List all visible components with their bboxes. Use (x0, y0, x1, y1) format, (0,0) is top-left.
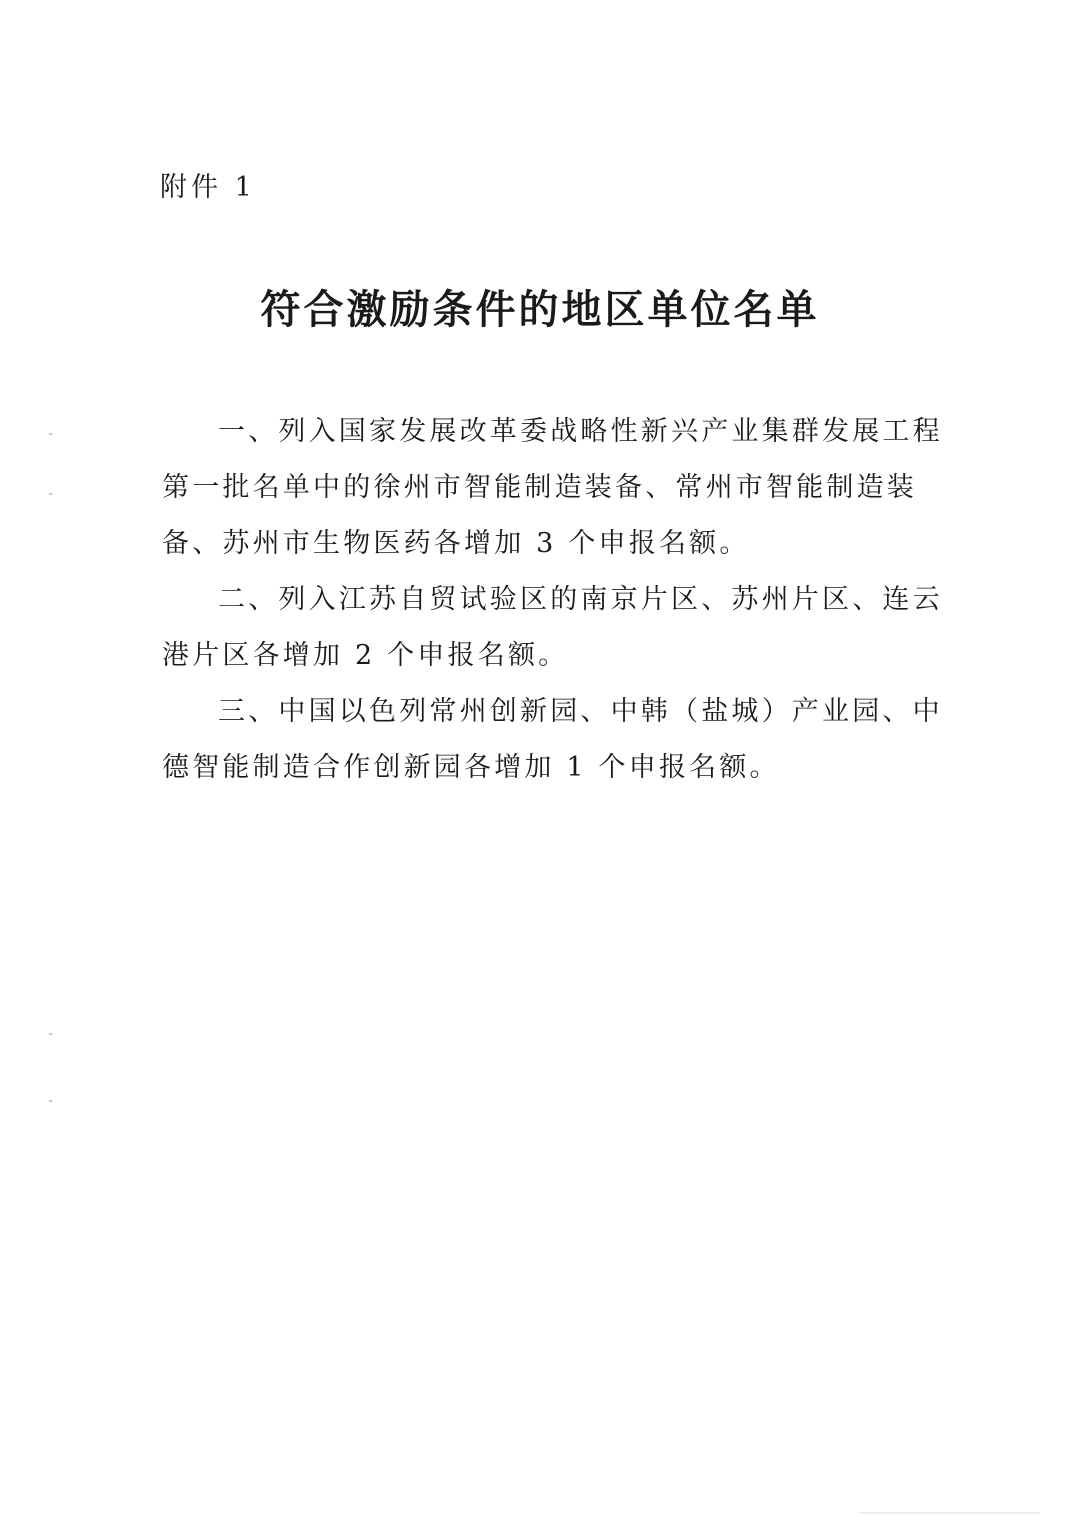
paragraph-line: 二、列入江苏自贸试验区的南京片区、苏州片区、连云 (218, 584, 943, 615)
scan-speck (49, 433, 52, 435)
paragraph-line: 一、列入国家发展改革委战略性新兴产业集群发展工程 (218, 416, 943, 447)
paragraph-1 (162, 404, 943, 572)
paragraph-2 (162, 572, 943, 684)
document-body (162, 404, 943, 796)
paragraph-line: 第一批名单中的徐州市智能制造装备、常州市智能制造装 (162, 472, 917, 503)
paragraph-line: 备、苏州市生物医药各增加 3 个申报名额。 (162, 528, 750, 559)
scan-speck (49, 1033, 52, 1035)
paragraph-line: 三、中国以色列常州创新园、中韩（盐城）产业园、中 (218, 696, 943, 727)
attachment-label: 附件 1 (160, 172, 256, 203)
scan-edge (860, 1512, 1040, 1514)
paragraph-line: 德智能制造合作创新园各增加 1 个申报名额。 (162, 752, 780, 783)
scan-speck (49, 493, 52, 495)
paragraph-3 (162, 684, 943, 796)
document-title: 符合激励条件的地区单位名单 (260, 286, 820, 333)
scan-speck (49, 1100, 52, 1102)
paragraph-line: 港片区各增加 2 个申报名额。 (162, 640, 569, 671)
